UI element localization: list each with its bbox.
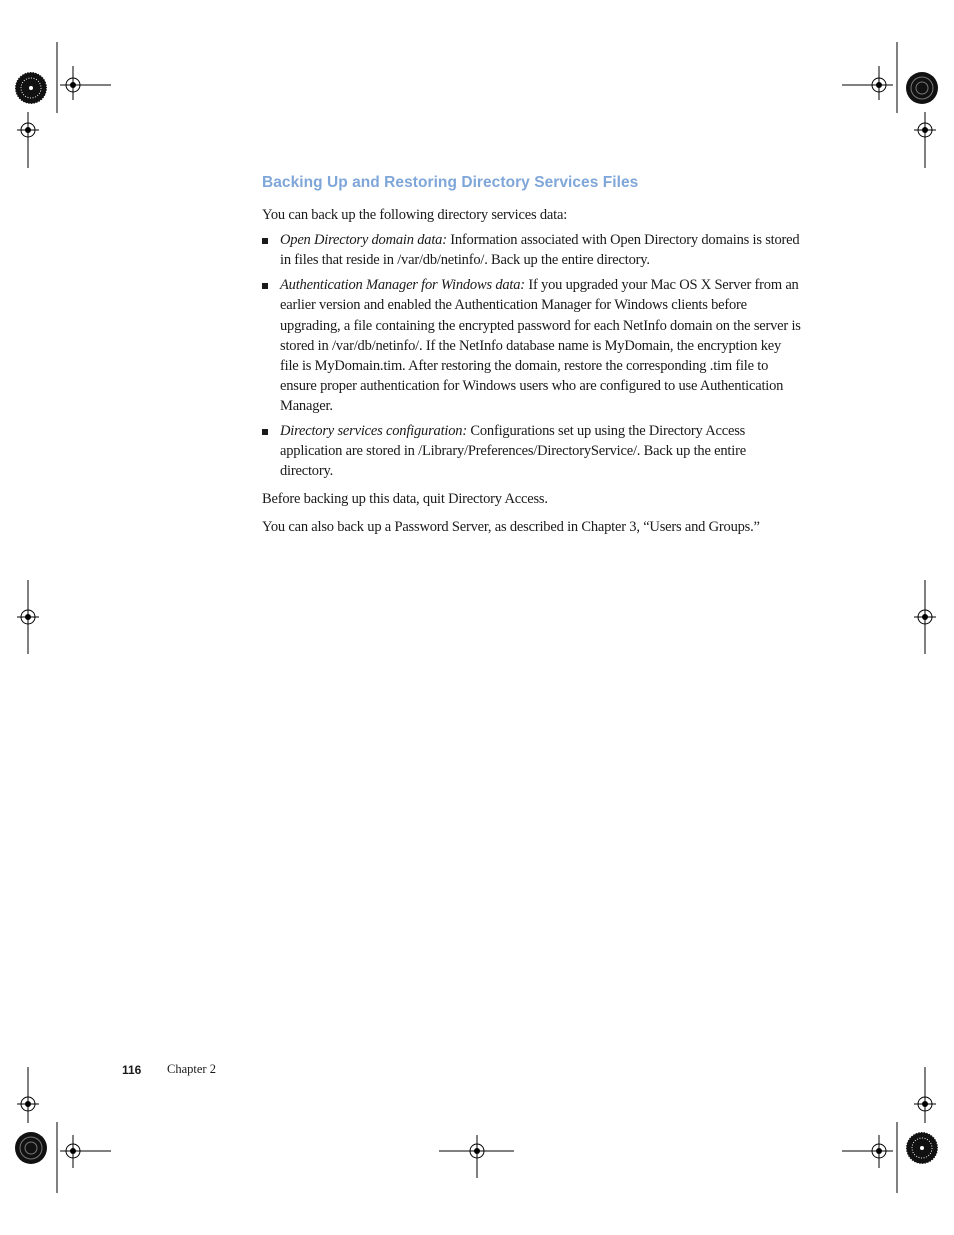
item-term: Open Directory domain data: <box>280 232 447 249</box>
section-heading: Backing Up and Restoring Directory Services Files <box>262 174 639 191</box>
square-bullet-icon <box>262 238 268 244</box>
chapter-label: Chapter 2 <box>167 1062 216 1076</box>
item-term: Directory services configuration: <box>280 423 467 440</box>
item-text: Information associated with Open Directory domains is stored in files that reside in /var/db/netinfo/. Back up the entire directory. <box>280 232 800 269</box>
page-number: 116 <box>122 1063 142 1077</box>
data-list <box>262 230 802 481</box>
item-text: If you upgraded your Mac OS X Server from an earlier version and enabled the Authentication Manager for Windows clients before upgrading, a file containing the encrypted password for each NetInfo domain on the server is stored in /var/db/netinfo/. If the NetInfo database name is MyDomain, the encryption key file is MyDomain.tim. After restoring the domain, restore the corresponding .tim file to ensure proper authentication for Windows users who are configured to use Authentication Manager. <box>280 277 801 415</box>
before-backup-paragraph: Before backing up this data, quit Directory Access. <box>262 490 548 507</box>
password-server-paragraph: You can also back up a Password Server, as described in Chapter 3, “Users and Groups.” <box>262 518 760 535</box>
list-item-directory-services-config <box>262 421 802 482</box>
square-bullet-icon <box>262 429 268 435</box>
main-content <box>262 172 802 537</box>
item-term: Authentication Manager for Windows data: <box>280 277 525 294</box>
list-item-open-directory <box>262 230 802 270</box>
item-text: Configurations set up using the Directory Access application are stored in /Library/Preferences/DirectoryService/. Back up the entire directory. <box>280 423 746 480</box>
intro-paragraph: You can back up the following directory services data: <box>262 207 568 223</box>
list-item-authentication-manager <box>262 275 802 416</box>
square-bullet-icon <box>262 283 268 289</box>
